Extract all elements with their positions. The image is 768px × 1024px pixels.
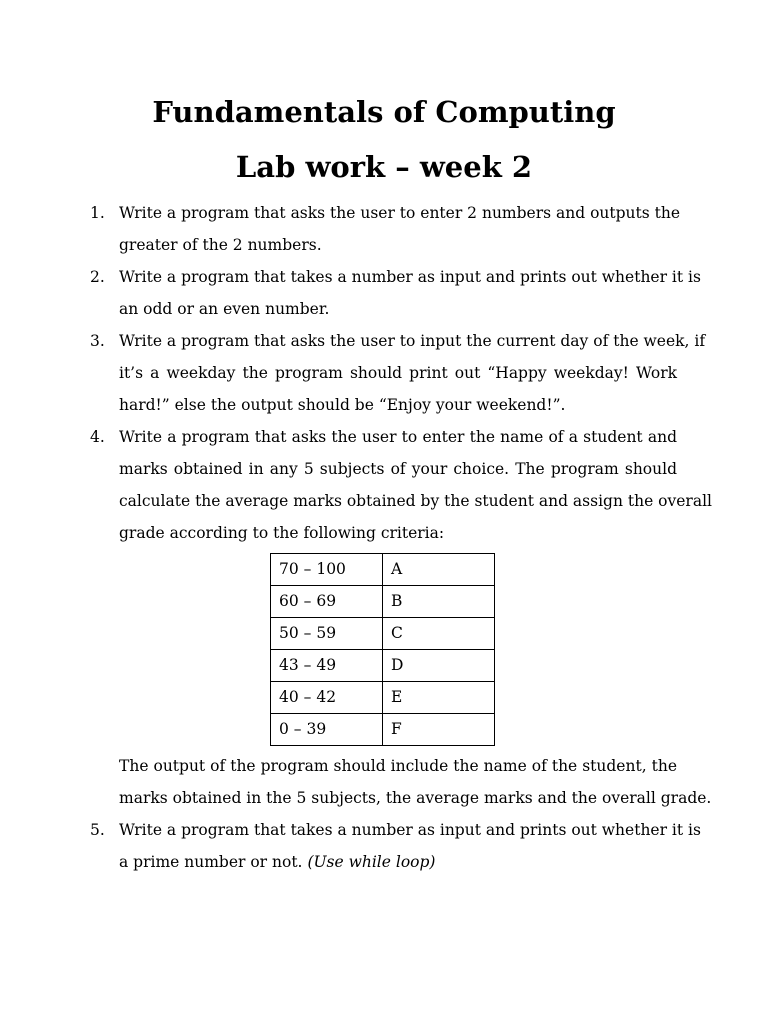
exercise-item — [0, 814, 701, 878]
item-text-line: Write a program that takes a number as input and prints out whether it is — [119, 268, 701, 286]
item-number: 2. — [90, 268, 105, 286]
table-row — [271, 650, 495, 682]
item-text-line: marks obtained in the 5 subjects, the average marks and the overall grade. — [119, 789, 712, 807]
table-row — [271, 682, 495, 714]
item-text-line: hard!” else the output should be “Enjoy your weekend!”. — [119, 396, 566, 414]
item-number: 1. — [90, 204, 105, 222]
grade-criteria-table — [270, 553, 495, 746]
table-row — [271, 554, 495, 586]
item-text-line: Write a program that takes a number as input and prints out whether it is — [119, 821, 701, 839]
item-text-line: Write a program that asks the user to enter 2 numbers and outputs the — [119, 204, 681, 222]
item-text-line: greater of the 2 numbers. — [119, 236, 322, 254]
grade-range-cell: 60 – 69 — [271, 586, 383, 618]
item-text-line-with-note — [119, 846, 677, 878]
exercise-item — [0, 197, 681, 261]
table-row — [271, 618, 495, 650]
item-note: (Use while loop) — [307, 853, 436, 871]
item-text: a prime number or not. — [119, 853, 303, 871]
grade-letter-cell: E — [383, 682, 495, 714]
grade-range-cell: 70 – 100 — [271, 554, 383, 586]
exercise-item — [0, 261, 701, 325]
exercise-list — [0, 197, 768, 878]
table-row — [271, 714, 495, 746]
grade-range-cell: 0 – 39 — [271, 714, 383, 746]
exercise-item — [0, 421, 712, 814]
grade-letter-cell: B — [383, 586, 495, 618]
item-text-line: calculate the average marks obtained by the student and assign the overall — [119, 492, 712, 510]
grade-letter-cell: C — [383, 618, 495, 650]
item-text-line: an odd or an even number. — [119, 300, 330, 318]
grade-letter-cell: D — [383, 650, 495, 682]
document-title: Fundamentals of Computing — [152, 95, 616, 129]
grade-letter-cell: A — [383, 554, 495, 586]
item-text-line: grade according to the following criteria: — [119, 524, 445, 542]
grade-range-cell: 50 – 59 — [271, 618, 383, 650]
item-text-line: Write a program that asks the user to enter the name of a student and — [119, 428, 677, 446]
item-number: 4. — [90, 428, 105, 446]
grade-letter-cell: F — [383, 714, 495, 746]
exercise-item — [0, 325, 706, 421]
item-number: 5. — [90, 821, 105, 839]
document-subtitle: Lab work – week 2 — [235, 150, 533, 184]
item-text-line: Write a program that asks the user to input the current day of the week, if — [119, 332, 706, 350]
item-number: 3. — [90, 332, 105, 350]
grade-range-cell: 43 – 49 — [271, 650, 383, 682]
item-text-line: marks obtained in any 5 subjects of your choice. The program should — [119, 460, 677, 478]
item-text-line: The output of the program should include the name of the student, the — [119, 757, 677, 775]
grade-range-cell: 40 – 42 — [271, 682, 383, 714]
item-text-line: it’s a weekday the program should print out “Happy weekday! Work — [119, 364, 677, 382]
table-row — [271, 586, 495, 618]
